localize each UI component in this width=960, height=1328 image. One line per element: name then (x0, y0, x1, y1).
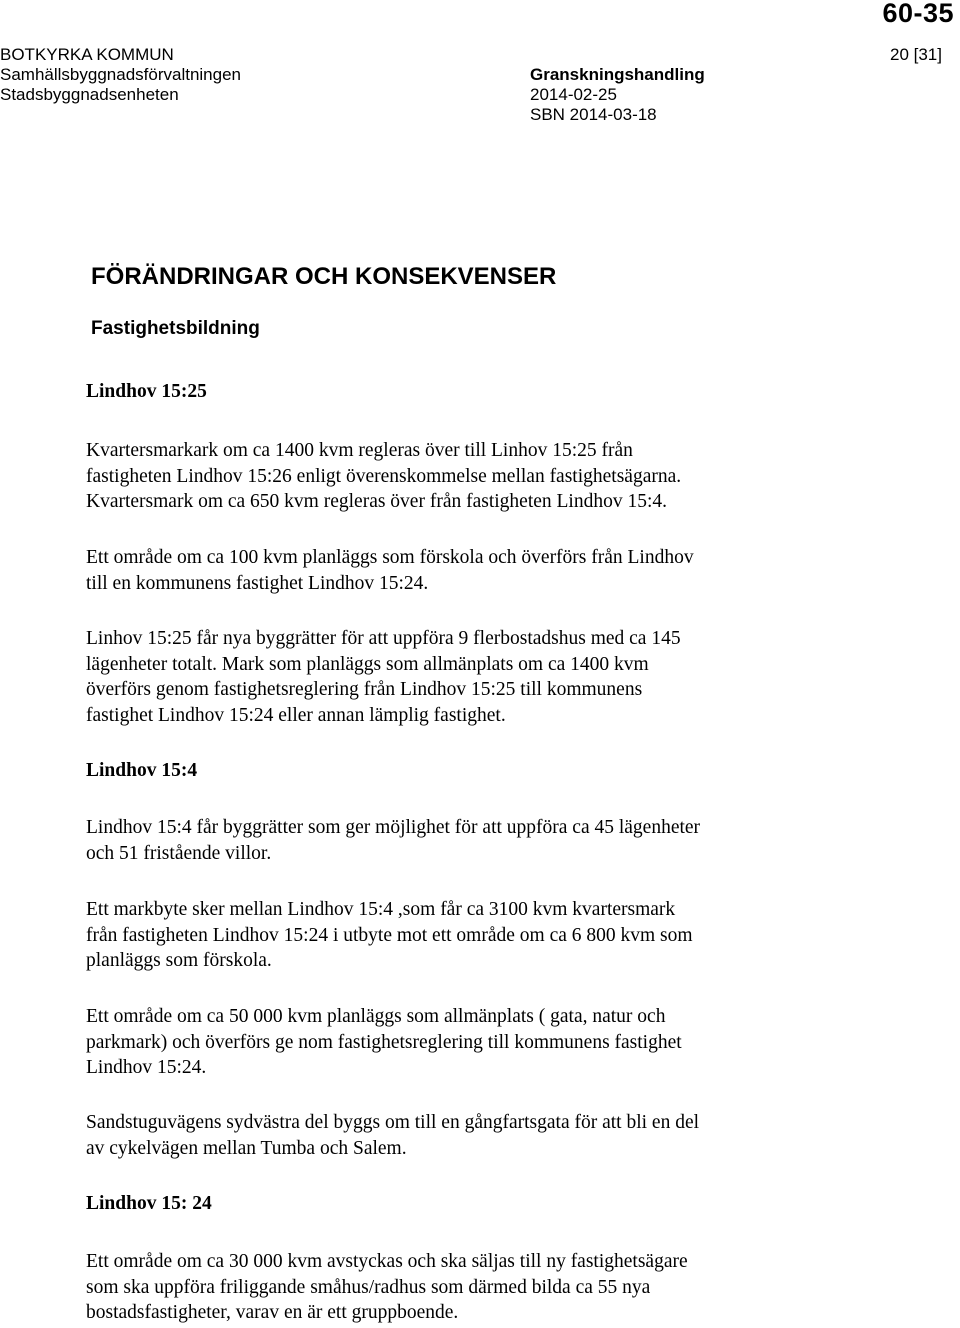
section-heading-lindhov-15-4: Lindhov 15:4 (86, 760, 198, 781)
paragraph (86, 815, 886, 866)
text-line: bostadsfastigheter, varav en är ett gruppboende. (86, 1302, 459, 1323)
text-line: överförs genom fastighetsreglering från Lindhov 15:25 till kommunens (86, 679, 643, 700)
text-line: Lindhov 15:4 får byggrätter som ger möjlighet för att uppföra ca 45 lägenheter (86, 817, 701, 838)
text-line: Linhov 15:25 får nya byggrätter för att uppföra 9 flerbostadshus med ca 145 (86, 628, 681, 649)
text-line: till en kommunens fastighet Lindhov 15:24. (86, 572, 429, 594)
text-line: Lindhov 15:24. (86, 1057, 207, 1078)
text-line: som ska uppföra friliggande småhus/radhus som därmed bilda ca 55 nya (86, 1276, 651, 1298)
text-line: fastighet Lindhov 15:24 eller annan lämplig fastighet. (86, 704, 506, 726)
paragraph (86, 1249, 886, 1326)
text-line: Kvartersmarkark om ca 1400 kvm regleras över till Linhov 15:25 från (86, 440, 633, 461)
org-department: Samhällsbyggnadsförvaltningen (0, 65, 241, 84)
paragraph (86, 1004, 886, 1081)
text-line: fastigheten Lindhov 15:26 enligt överenskommelse mellan fastighetsägarna. (86, 465, 682, 487)
paragraph (86, 1110, 886, 1161)
text-line: Ett område om ca 30 000 kvm avstyckas och ska säljas till ny fastighetsägare (86, 1251, 688, 1272)
document-date: 2014-02-25 (530, 85, 617, 104)
page-count: 20 [31] (890, 45, 942, 64)
paragraph (86, 438, 886, 515)
text-line: planläggs som förskola. (86, 950, 272, 971)
page-subtitle: Fastighetsbildning (91, 318, 260, 339)
text-line: Kvartersmark om ca 650 kvm regleras över från fastigheten Lindhov 15:4. (86, 491, 668, 512)
text-line: Ett område om ca 50 000 kvm planläggs som allmänplats ( gata, natur och (86, 1006, 666, 1027)
text-line: Sandstuguvägens sydvästra del byggs om till en gångfartsgata för att bli en del (86, 1112, 700, 1133)
org-name: BOTKYRKA KOMMUN (0, 45, 174, 64)
text-line: och 51 fristående villor. (86, 842, 272, 864)
page-title: FÖRÄNDRINGAR OCH KONSEKVENSER (91, 263, 557, 290)
text-line: parkmark) och överförs ge nom fastighetsreglering till kommunens fastighet (86, 1031, 682, 1053)
text-line: av cykelvägen mellan Tumba och Salem. (86, 1137, 407, 1159)
document-type: Granskningshandling (530, 65, 705, 84)
text-line: lägenheter totalt. Mark som planläggs som allmänplats om ca 1400 kvm (86, 653, 649, 675)
text-line: från fastigheten Lindhov 15:24 i utbyte mot ett område om ca 6 800 kvm som (86, 924, 693, 946)
text-line: Ett område om ca 100 kvm planläggs som förskola och överförs från Lindhov (86, 547, 694, 568)
paragraph (86, 897, 886, 974)
sbn-date: SBN 2014-03-18 (530, 105, 657, 124)
text-line: Ett markbyte sker mellan Lindhov 15:4 ,som får ca 3100 kvm kvartersmark (86, 899, 676, 920)
section-heading-lindhov-15-24: Lindhov 15: 24 (86, 1193, 212, 1214)
paragraph (86, 626, 886, 728)
page-reference: 60-35 (882, 0, 954, 28)
org-unit: Stadsbyggnadsenheten (0, 85, 179, 104)
section-heading-lindhov-15-25: Lindhov 15:25 (86, 381, 207, 402)
paragraph (86, 545, 886, 596)
